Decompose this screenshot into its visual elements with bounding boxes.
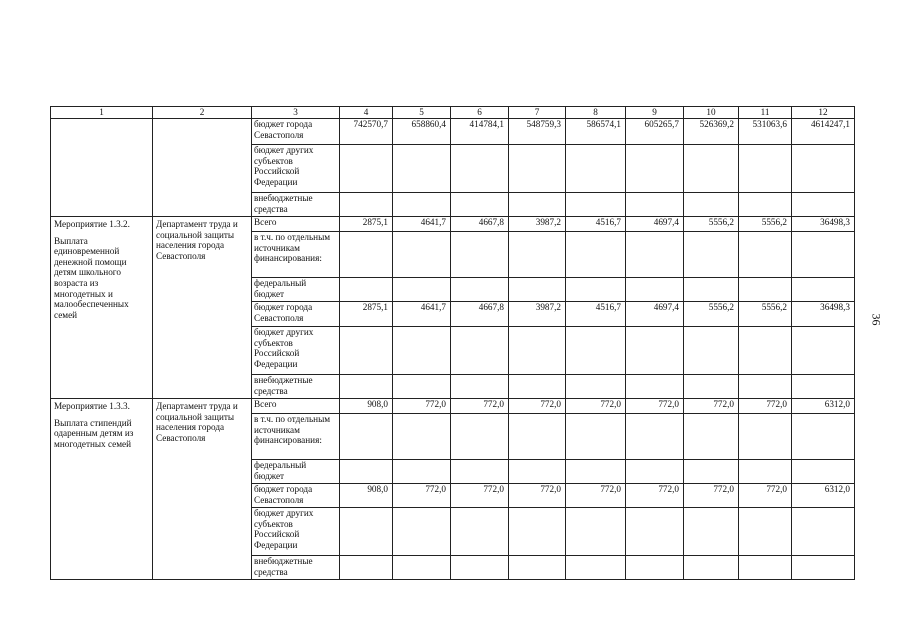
value-cell: 658860,4	[393, 119, 451, 145]
value-cell: 6312,0	[792, 399, 855, 414]
source-label: Всего	[252, 217, 340, 232]
column-number: 11	[739, 107, 792, 119]
value-cell: 772,0	[684, 399, 739, 414]
column-number: 7	[509, 107, 566, 119]
measure-title: Мероприятие 1.3.2.	[54, 219, 130, 229]
column-number: 5	[393, 107, 451, 119]
value-cell: 772,0	[393, 484, 451, 508]
measure-name-cell	[51, 119, 153, 217]
source-label: бюджет города Севастополя	[252, 302, 340, 327]
value-cell: 772,0	[739, 484, 792, 508]
value-cell: 4667,8	[451, 302, 509, 327]
value-cell: 4697,4	[626, 217, 684, 232]
value-cell: 548759,3	[509, 119, 566, 145]
table-row	[51, 217, 855, 232]
source-label: бюджет других субъектов Российской Федерации	[252, 145, 340, 193]
value-cell: 5556,2	[684, 217, 739, 232]
value-cell: 742570,7	[340, 119, 393, 145]
source-label: бюджет города Севастополя	[252, 484, 340, 508]
value-cell: 3987,2	[509, 217, 566, 232]
column-number: 8	[566, 107, 626, 119]
measure-description: Выплата стипендий одаренным детям из многодетных семей	[54, 417, 134, 449]
value-cell: 605265,7	[626, 119, 684, 145]
value-cell: 2875,1	[340, 302, 393, 327]
value-cell: 414784,1	[451, 119, 509, 145]
value-cell: 772,0	[509, 399, 566, 414]
executor-cell: Департамент труда и социальной защиты населения города Севастополя	[153, 217, 252, 399]
source-label: бюджет других субъектов Российской Федерации	[252, 508, 340, 556]
measure-name-cell	[51, 399, 153, 580]
page-number: 36	[869, 313, 884, 326]
source-label: Всего	[252, 399, 340, 414]
table-row	[51, 399, 855, 414]
value-cell: 772,0	[451, 484, 509, 508]
value-cell: 36498,3	[792, 302, 855, 327]
value-cell: 772,0	[626, 399, 684, 414]
value-cell: 4516,7	[566, 302, 626, 327]
value-cell: 908,0	[340, 399, 393, 414]
source-label: федеральный бюджет	[252, 278, 340, 302]
value-cell: 586574,1	[566, 119, 626, 145]
measure-title: Мероприятие 1.3.3.	[54, 401, 130, 411]
measure-name-cell	[51, 217, 153, 399]
value-cell: 4641,7	[393, 217, 451, 232]
column-number-row	[51, 107, 855, 119]
source-label: бюджет города Севастополя	[252, 119, 340, 145]
source-label: внебюджетные средства	[252, 556, 340, 580]
value-cell: 772,0	[509, 484, 566, 508]
value-cell: 772,0	[566, 399, 626, 414]
source-label: бюджет других субъектов Российской Федерации	[252, 327, 340, 375]
value-cell: 3987,2	[509, 302, 566, 327]
value-cell: 2875,1	[340, 217, 393, 232]
source-label: внебюджетные средства	[252, 193, 340, 217]
value-cell: 4516,7	[566, 217, 626, 232]
column-number: 3	[252, 107, 340, 119]
value-cell: 4667,8	[451, 217, 509, 232]
value-cell: 4697,4	[626, 302, 684, 327]
column-number: 6	[451, 107, 509, 119]
value-cell: 4614247,1	[792, 119, 855, 145]
value-cell: 526369,2	[684, 119, 739, 145]
column-number: 12	[792, 107, 855, 119]
executor-cell: Департамент труда и социальной защиты населения города Севастополя	[153, 399, 252, 580]
column-number: 2	[153, 107, 252, 119]
measure-description: Выплата единовременной денежной помощи детям школьного возраста из многодетных и малообеспеченных семей	[54, 235, 129, 320]
value-cell: 531063,6	[739, 119, 792, 145]
value-cell: 6312,0	[792, 484, 855, 508]
executor-cell	[153, 119, 252, 217]
value-cell: 36498,3	[792, 217, 855, 232]
value-cell: 772,0	[451, 399, 509, 414]
column-number: 1	[51, 107, 153, 119]
source-label: внебюджетные средства	[252, 375, 340, 399]
value-cell: 772,0	[566, 484, 626, 508]
value-cell: 772,0	[739, 399, 792, 414]
column-number: 10	[684, 107, 739, 119]
value-cell: 5556,2	[684, 302, 739, 327]
value-cell: 772,0	[684, 484, 739, 508]
source-label: в т.ч. по отдельным источникам финансирования:	[252, 232, 340, 278]
column-number: 9	[626, 107, 684, 119]
column-number: 4	[340, 107, 393, 119]
value-cell: 4641,7	[393, 302, 451, 327]
value-cell: 772,0	[626, 484, 684, 508]
value-cell: 5556,2	[739, 217, 792, 232]
funding-table	[50, 106, 855, 580]
value-cell: 5556,2	[739, 302, 792, 327]
value-cell: 772,0	[393, 399, 451, 414]
source-label: в т.ч. по отдельным источникам финансирования:	[252, 414, 340, 460]
table-row	[51, 119, 855, 145]
value-cell: 908,0	[340, 484, 393, 508]
source-label: федеральный бюджет	[252, 460, 340, 484]
